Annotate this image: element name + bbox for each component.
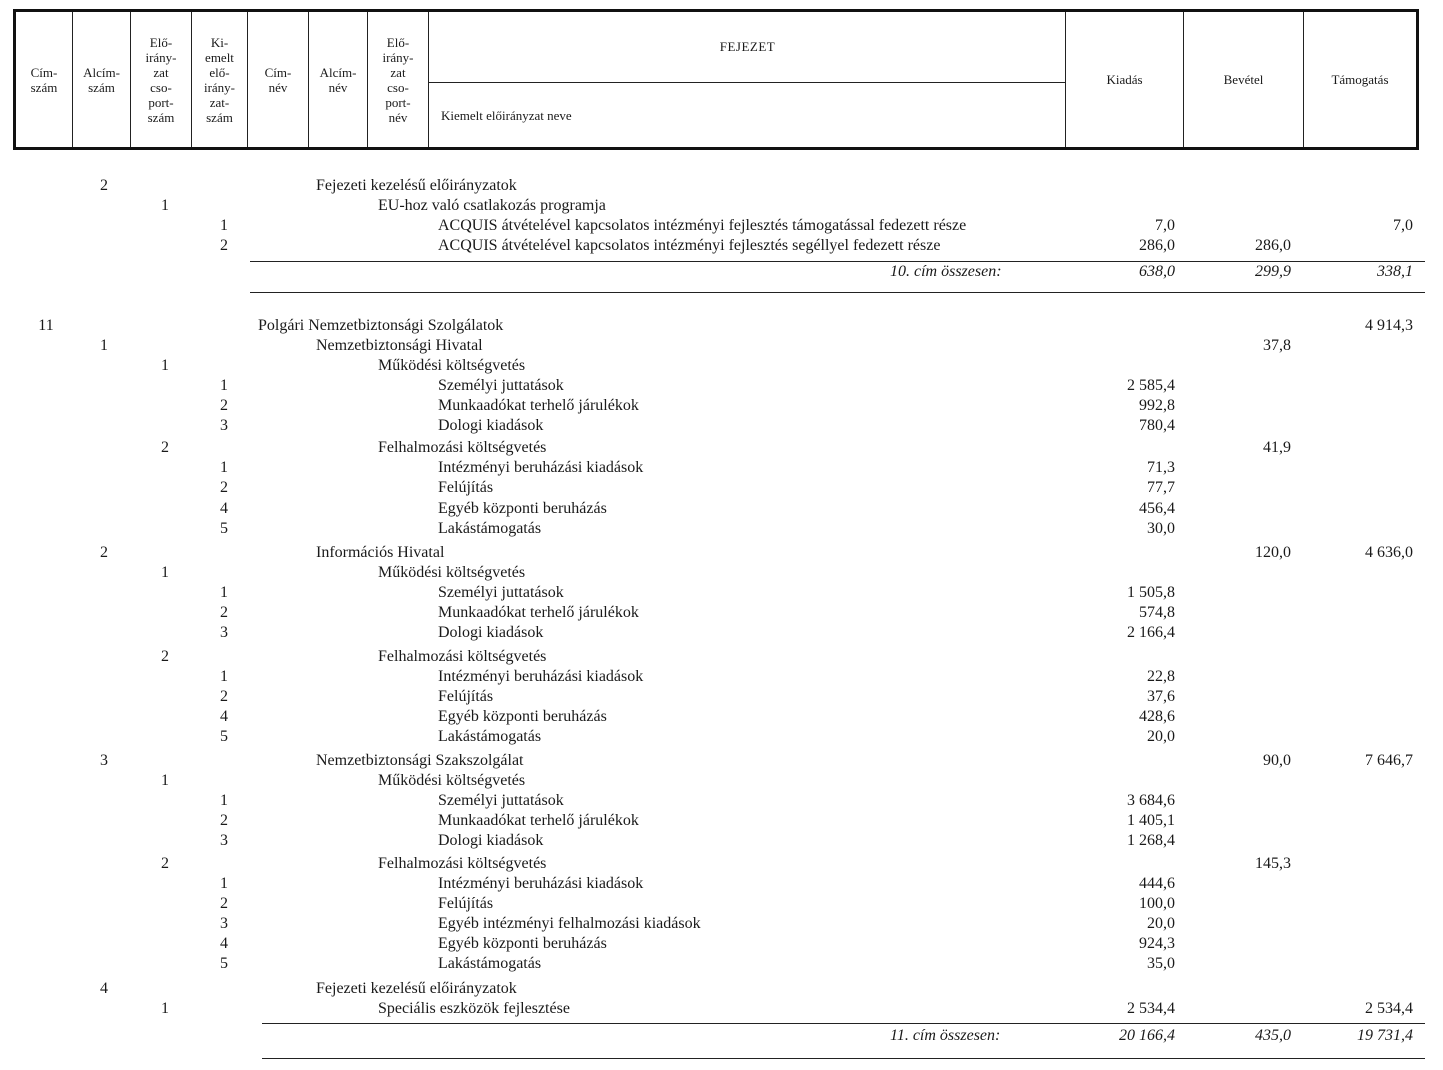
table-row <box>0 980 1443 1000</box>
row-name: Felújítás <box>438 479 494 496</box>
row-number: 2 <box>100 544 108 561</box>
row-name: Intézményi beruházási kiadások <box>438 875 644 892</box>
row-name: Működési költségvetés <box>378 772 526 789</box>
kiadas-value: 3 684,6 <box>1127 792 1175 809</box>
kiadas-value: 456,4 <box>1139 500 1175 517</box>
col-bevetel: Bevétel <box>1184 12 1304 147</box>
table-row <box>0 439 1443 459</box>
total-rule-top <box>250 261 1425 262</box>
table-row <box>0 459 1443 479</box>
row-number: 2 <box>220 688 228 705</box>
fejezet-label: FEJEZET <box>429 12 1066 83</box>
row-number: 1 <box>220 668 228 685</box>
row-name: Munkaadókat terhelő járulékok <box>438 812 639 829</box>
row-name: Intézményi beruházási kiadások <box>438 668 644 685</box>
kiadas-value: 574,8 <box>1139 604 1175 621</box>
row-number: 3 <box>220 417 228 434</box>
table-row <box>0 197 1443 217</box>
col-eloiranyzat-csoport-nev: Elő- irány- zat cso- port- név <box>368 12 429 147</box>
table-row <box>0 955 1443 975</box>
table-row <box>0 584 1443 604</box>
table-row <box>0 708 1443 728</box>
row-number: 1 <box>220 792 228 809</box>
row-name: ACQUIS átvételével kapcsolatos intézményi fejlesztés támogatással fedezett része <box>438 217 967 234</box>
row-number: 1 <box>220 584 228 601</box>
kiadas-value: 428,6 <box>1139 708 1175 725</box>
kiadas-value: 20,0 <box>1147 728 1175 745</box>
row-number: 2 <box>220 812 228 829</box>
table-row <box>0 337 1443 357</box>
table-row <box>0 935 1443 955</box>
row-name: Munkaadókat terhelő járulékok <box>438 397 639 414</box>
row-name: Dologi kiadások <box>438 832 544 849</box>
table-row <box>0 668 1443 688</box>
total-label: 11. cím összesen: <box>890 1027 1001 1044</box>
row-name: Felhalmozási költségvetés <box>378 648 547 665</box>
col-alcim-nev: Alcím- név <box>309 12 368 147</box>
row-number: 5 <box>220 728 228 745</box>
table-row <box>0 728 1443 748</box>
kiadas-value: 286,0 <box>1139 237 1175 254</box>
kiadas-value: 100,0 <box>1139 895 1175 912</box>
kiadas-value: 35,0 <box>1147 955 1175 972</box>
kiadas-value: 37,6 <box>1147 688 1175 705</box>
row-number: 2 <box>161 855 169 872</box>
table-row <box>0 177 1443 197</box>
kiadas-value: 20,0 <box>1147 915 1175 932</box>
row-number: 2 <box>220 479 228 496</box>
col-tamogatas: Támogatás <box>1331 72 1389 87</box>
kiadas-value: 2 166,4 <box>1127 624 1175 641</box>
row-name: Lakástámogatás <box>438 728 542 745</box>
tamogatas-value: 7 646,7 <box>1365 752 1413 769</box>
table-row <box>0 792 1443 812</box>
kiadas-value: 22,8 <box>1147 668 1175 685</box>
bevetel-value: 41,9 <box>1263 439 1291 456</box>
table-row <box>0 544 1443 564</box>
bevetel-value: 286,0 <box>1255 237 1291 254</box>
row-number: 4 <box>220 500 228 517</box>
bevetel-value: 120,0 <box>1255 544 1291 561</box>
col-cim-szam: Cím- szám <box>16 12 73 147</box>
bevetel-value: 435,0 <box>1255 1027 1291 1044</box>
kiadas-value: 20 166,4 <box>1119 1027 1175 1044</box>
kiadas-value: 992,8 <box>1139 397 1175 414</box>
row-number: 1 <box>220 217 228 234</box>
table-row <box>0 317 1443 337</box>
row-number: 2 <box>220 604 228 621</box>
table-row <box>0 217 1443 237</box>
row-number: 1 <box>161 1000 169 1017</box>
row-number: 3 <box>220 832 228 849</box>
table-row <box>0 237 1443 257</box>
row-number: 1 <box>161 772 169 789</box>
total-rule-bottom <box>262 1058 1425 1059</box>
row-number: 3 <box>220 915 228 932</box>
kiadas-value: 7,0 <box>1155 217 1175 234</box>
kiadas-value: 71,3 <box>1147 459 1175 476</box>
bevetel-value: 299,9 <box>1255 263 1291 280</box>
row-number: 1 <box>161 564 169 581</box>
table-row <box>0 875 1443 895</box>
row-name: Nemzetbiztonsági Szakszolgálat <box>316 752 524 769</box>
kiadas-value: 2 585,4 <box>1127 377 1175 394</box>
row-number: 2 <box>161 648 169 665</box>
table-row <box>0 357 1443 377</box>
row-number: 3 <box>220 624 228 641</box>
table-row <box>0 604 1443 624</box>
row-name: Személyi juttatások <box>438 792 564 809</box>
table-row <box>0 624 1443 644</box>
row-name: Működési költségvetés <box>378 564 526 581</box>
total-rule-bottom <box>250 292 1425 293</box>
tamogatas-value: 19 731,4 <box>1357 1027 1413 1044</box>
row-name: Fejezeti kezelésű előirányzatok <box>316 177 517 194</box>
table-row <box>0 377 1443 397</box>
table-row <box>0 895 1443 915</box>
bevetel-value: 90,0 <box>1263 752 1291 769</box>
total-label: 10. cím összesen: <box>890 263 1002 280</box>
row-name: EU-hoz való csatlakozás programja <box>378 197 606 214</box>
tamogatas-value: 7,0 <box>1393 217 1413 234</box>
row-number: 3 <box>100 752 108 769</box>
row-number: 1 <box>161 357 169 374</box>
table-row <box>0 479 1443 499</box>
kiadas-value: 2 534,4 <box>1127 1000 1175 1017</box>
row-number: 2 <box>220 397 228 414</box>
table-row <box>0 648 1443 668</box>
total-row <box>0 263 1443 283</box>
table-row <box>0 520 1443 540</box>
row-name: Felújítás <box>438 895 494 912</box>
tamogatas-value: 2 534,4 <box>1365 1000 1413 1017</box>
row-name: Egyéb központi beruházás <box>438 935 607 952</box>
kiadas-value: 638,0 <box>1139 263 1175 280</box>
table-header <box>13 9 1419 150</box>
kiadas-value: 1 405,1 <box>1127 812 1175 829</box>
kiadas-value: 1 268,4 <box>1127 832 1175 849</box>
row-number: 2 <box>220 895 228 912</box>
bevetel-value: 37,8 <box>1263 337 1291 354</box>
row-number: 1 <box>161 197 169 214</box>
row-number: 2 <box>220 237 228 254</box>
row-name: Polgári Nemzetbiztonsági Szolgálatok <box>258 317 504 334</box>
row-number: 5 <box>220 955 228 972</box>
col-eloiranyzat-csoport-szam: Elő- irány- zat cso- port- szám <box>131 12 192 147</box>
row-name: Fejezeti kezelésű előirányzatok <box>316 980 517 997</box>
kiadas-value: 1 505,8 <box>1127 584 1175 601</box>
table-row <box>0 1000 1443 1020</box>
kiadas-value: 444,6 <box>1139 875 1175 892</box>
row-name: Személyi juttatások <box>438 584 564 601</box>
col-kiadas: Kiadás <box>1066 12 1184 147</box>
table-row <box>0 772 1443 792</box>
table-row <box>0 752 1443 772</box>
row-name: Munkaadókat terhelő járulékok <box>438 604 639 621</box>
col-kiemelt-eloiranyzat-szam: Ki- emelt elő- irány- zat- szám <box>192 12 248 147</box>
row-name: Felhalmozási költségvetés <box>378 855 547 872</box>
row-name: Felhalmozási költségvetés <box>378 439 547 456</box>
col-alcim-szam: Alcím- szám <box>73 12 131 147</box>
row-number: 4 <box>100 980 108 997</box>
row-number: 2 <box>161 439 169 456</box>
tamogatas-value: 4 914,3 <box>1365 317 1413 334</box>
table-row <box>0 500 1443 520</box>
table-row <box>0 397 1443 417</box>
row-number: 11 <box>38 317 54 334</box>
table-row <box>0 915 1443 935</box>
kiadas-value: 924,3 <box>1139 935 1175 952</box>
col-cim-nev: Cím- név <box>248 12 309 147</box>
total-rule-top <box>262 1023 1425 1024</box>
row-name: Egyéb központi beruházás <box>438 708 607 725</box>
row-name: Személyi juttatások <box>438 377 564 394</box>
row-name: Dologi kiadások <box>438 417 544 434</box>
table-row <box>0 855 1443 875</box>
kiadas-value: 780,4 <box>1139 417 1175 434</box>
kiadas-value: 77,7 <box>1147 479 1175 496</box>
kiadas-value: 30,0 <box>1147 520 1175 537</box>
row-number: 2 <box>100 177 108 194</box>
row-name: Információs Hivatal <box>316 544 445 561</box>
row-name: Lakástámogatás <box>438 520 542 537</box>
table-row <box>0 812 1443 832</box>
row-number: 1 <box>100 337 108 354</box>
kiemelt-eloiranyzat-neve-label: Kiemelt előirányzat neve <box>441 108 572 123</box>
tamogatas-value: 338,1 <box>1377 263 1413 280</box>
row-name: Nemzetbiztonsági Hivatal <box>316 337 483 354</box>
row-number: 4 <box>220 708 228 725</box>
row-name: Intézményi beruházási kiadások <box>438 459 644 476</box>
row-number: 5 <box>220 520 228 537</box>
row-name: Felújítás <box>438 688 494 705</box>
row-number: 1 <box>220 875 228 892</box>
row-name: Speciális eszközök fejlesztése <box>378 1000 570 1017</box>
bevetel-value: 145,3 <box>1255 855 1291 872</box>
row-number: 4 <box>220 935 228 952</box>
row-name: Egyéb központi beruházás <box>438 500 607 517</box>
table-row <box>0 688 1443 708</box>
table-row <box>0 832 1443 852</box>
total-row <box>0 1027 1443 1047</box>
row-name: Működési költségvetés <box>378 357 526 374</box>
row-number: 1 <box>220 377 228 394</box>
table-row <box>0 564 1443 584</box>
row-name: Lakástámogatás <box>438 955 542 972</box>
row-name: Dologi kiadások <box>438 624 544 641</box>
row-number: 1 <box>220 459 228 476</box>
tamogatas-value: 4 636,0 <box>1365 544 1413 561</box>
row-name: Egyéb intézményi felhalmozási kiadások <box>438 915 701 932</box>
row-name: ACQUIS átvételével kapcsolatos intézményi fejlesztés segéllyel fedezett része <box>438 237 941 254</box>
table-row <box>0 417 1443 437</box>
